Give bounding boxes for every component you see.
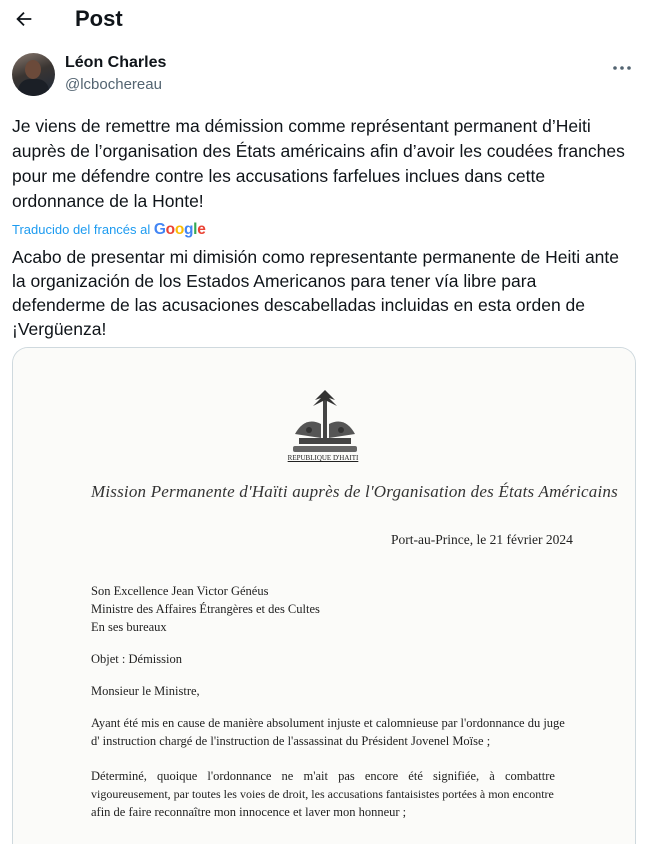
top-bar (0, 0, 650, 44)
paragraph-line: d' instruction chargé de l'instruction de l'assassinat du Président Jovenel Moïse ; (91, 734, 491, 748)
coat-of-arms-emblem (285, 386, 365, 458)
author-name[interactable]: Léon Charles (65, 54, 167, 71)
page-title: Post (75, 6, 123, 31)
paragraph-line: Ayant été mis en cause de manière absolument injuste et calomnieuse par l'ordonnance du juge (91, 716, 565, 730)
paragraph-line: Déterminé, quoique l'ordonnance ne m'ait pas encore été signifiée, à combattre (91, 769, 555, 783)
ellipsis-icon[interactable] (612, 58, 632, 76)
recipient-line: En ses bureaux (91, 620, 167, 634)
translation-label-text: Traducido del francés al (12, 222, 151, 237)
paragraph-line: afin de faire reconnaître mon innocence et laver mon honneur ; (91, 805, 407, 819)
tweet-text: Je viens de remettre ma démission comme représentant permanent d’Heiti auprès de l’organisation des États américains afin d’avoir les coudées franches pour me défendre contre les accusations farfelues inclues dans cette ordonnance de la Honte! (12, 116, 625, 211)
avatar-suit (18, 79, 49, 96)
translation-label[interactable] (12, 221, 206, 239)
recipient-line: Son Excellence Jean Victor Généus (91, 584, 269, 598)
google-logo: Google (153, 221, 206, 238)
avatar[interactable] (12, 53, 55, 96)
emblem-caption: REPUBLIQUE D'HAITI (287, 454, 359, 462)
paragraph-line: vigoureusement, par toutes les voies de droit, les accusations fantaisistes portées à mon encontre (91, 787, 554, 801)
author-handle[interactable]: @lcbochereau (65, 76, 162, 93)
resignation-letter (13, 348, 635, 844)
recipient-line: Ministre des Affaires Étrangères et des Cultes (91, 602, 320, 616)
mission-heading: Mission Permanente d'Haïti auprès de l'Organisation des États Américains (91, 482, 618, 501)
avatar-face (25, 60, 41, 79)
letter-date: Port-au-Prince, le 21 février 2024 (391, 532, 573, 547)
arrow-left-icon[interactable] (12, 8, 36, 34)
attached-document-image[interactable] (12, 347, 636, 844)
letter-salutation: Monsieur le Ministre, (91, 684, 200, 698)
letter-subject: Objet : Démission (91, 652, 182, 666)
translated-text: Acabo de presentar mi dimisión como representante permanente de Heiti ante la organización de los Estados Americanos para tener vía libre para defenderme de las acusaciones descabelladas incluidas en esta orden de ¡Vergüenza! (12, 247, 620, 339)
